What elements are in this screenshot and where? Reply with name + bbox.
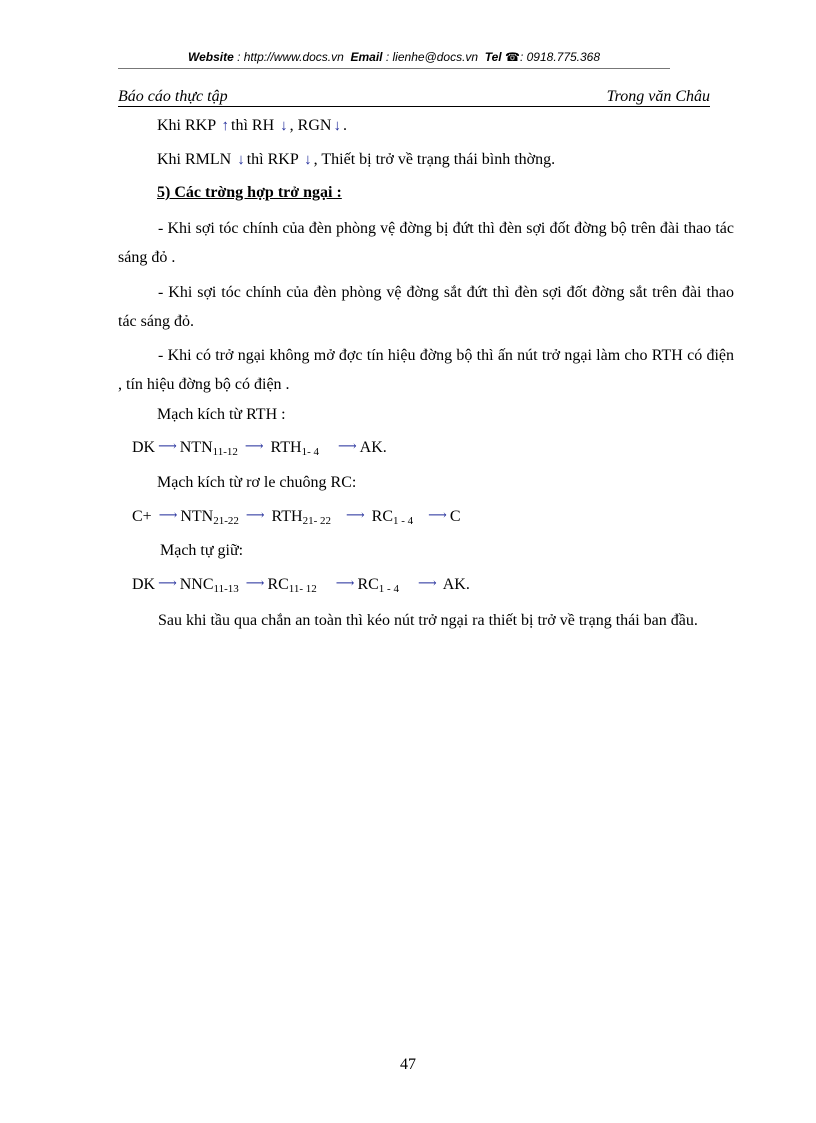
chain-subscript: 1 - 4 (393, 515, 414, 527)
circuit-title-rc: Mạch kích từ rơ le chuông RC: (157, 474, 357, 491)
tel-value: : 0918.775.368 (519, 50, 601, 64)
circuit-title-hold: Mạch tự giữ: (160, 542, 244, 559)
arrow-right-icon: ⟶ (335, 575, 355, 590)
chain-node: DK (132, 576, 156, 593)
chain-node: RTH (270, 439, 302, 456)
arrow-right-icon: ⟶ (244, 438, 264, 453)
arrow-right-icon: ⟶ (428, 507, 447, 522)
website-value[interactable]: : http://www.docs.vn (237, 50, 344, 64)
arrow-right-icon: ⟶ (346, 507, 365, 522)
rh-text: thì RH (231, 117, 275, 134)
chain-node: AK. (359, 439, 387, 456)
document-header (118, 88, 710, 107)
paragraph-road-lamp (118, 214, 734, 272)
chain-node: C+ (132, 508, 152, 525)
paragraph-rail-lamp (118, 278, 734, 336)
arrow-up-icon: ↑ (221, 118, 230, 134)
chain-subscript: 11-13 (213, 583, 239, 595)
chain-node: NTN (179, 439, 213, 456)
chain-subscript: 11- 12 (288, 583, 317, 595)
arrow-down-icon: ↓ (333, 118, 341, 134)
paragraph-restore (118, 606, 734, 635)
chain-subscript: 21-22 (213, 515, 239, 527)
paragraph-text: - Khi có trở ngại không mở đợc tín hiệu đờng bộ thì ấn nút trở ngại làm cho RTH có điện , tín hiệu đờng bộ có điện . (118, 347, 734, 393)
restore-text: , Thiết bị trở về trạng thái bình thờng. (313, 151, 556, 168)
rkp-text: Khi RKP (157, 117, 216, 134)
chain-subscript: 1- 4 (301, 446, 320, 458)
report-title: Báo cáo thực tập (118, 88, 228, 105)
section-heading: 5) Các trờng hợp trở ngại : (157, 184, 342, 201)
period-text: . (342, 117, 347, 134)
rkp-line (157, 116, 347, 136)
arrow-right-icon: ⟶ (158, 575, 177, 590)
arrow-down-icon: ↓ (304, 152, 312, 168)
paragraph-text: - Khi sợi tóc chính của đèn phòng vệ đờng bị đứt thì đèn sợi đốt đờng bộ trên đài thao tác sáng đỏ . (118, 220, 734, 266)
circuit-title-rth: Mạch kích từ RTH : (157, 406, 286, 423)
arrow-down-icon: ↓ (237, 152, 245, 168)
arrow-right-icon: ⟶ (245, 575, 265, 590)
author-name: Trong văn Châu (606, 88, 710, 105)
arrow-right-icon: ⟶ (158, 438, 177, 453)
rmln-text: Khi RMLN (157, 151, 232, 168)
phone-icon: ☎ (505, 50, 520, 64)
arrow-right-icon: ⟶ (245, 507, 265, 522)
paragraph-text: - Khi sợi tóc chính của đèn phòng vệ đờng sắt đứt thì đèn sợi đốt đờng sắt trên đài thao tác sáng đỏ. (118, 284, 734, 330)
email-label: Email (350, 50, 383, 64)
chain-node: NTN (180, 508, 214, 525)
email-value[interactable]: : lienhe@docs.vn (385, 50, 479, 64)
rgn-text: , RGN (289, 117, 332, 134)
arrow-right-icon: ⟶ (338, 438, 357, 453)
header-divider (118, 68, 670, 69)
chain-node: RTH (271, 508, 303, 525)
chain-node: RC (371, 508, 393, 525)
website-label: Website (187, 50, 234, 64)
chain-subscript: 1 - 4 (378, 583, 399, 595)
chain-subscript: 11-12 (212, 446, 238, 458)
website-header (118, 50, 670, 64)
rmln-line (157, 150, 555, 170)
chain-node: AK. (442, 576, 470, 593)
chain-node: RC (357, 576, 379, 593)
arrow-right-icon: ⟶ (417, 575, 437, 590)
chain-subscript: 21- 22 (302, 515, 332, 527)
chain-node: C (449, 508, 461, 525)
paragraph-text: Sau khi tầu qua chắn an toàn thì kéo nút trở ngại ra thiết bị trở về trạng thái ban đầu. (158, 612, 698, 629)
arrow-down-icon: ↓ (280, 118, 288, 134)
page-number: 47 (400, 1056, 416, 1073)
chain-node: DK (132, 439, 156, 456)
chain-node: RC (267, 576, 289, 593)
tel-label: Tel (484, 50, 502, 64)
circuit-chain-hold (132, 575, 470, 599)
circuit-chain-rth (132, 438, 387, 462)
chain-node: NNC (179, 576, 214, 593)
circuit-chain-rc (132, 507, 460, 531)
arrow-right-icon: ⟶ (158, 507, 178, 522)
rkp-text: thì RKP (246, 151, 299, 168)
paragraph-fault-button (118, 341, 734, 399)
